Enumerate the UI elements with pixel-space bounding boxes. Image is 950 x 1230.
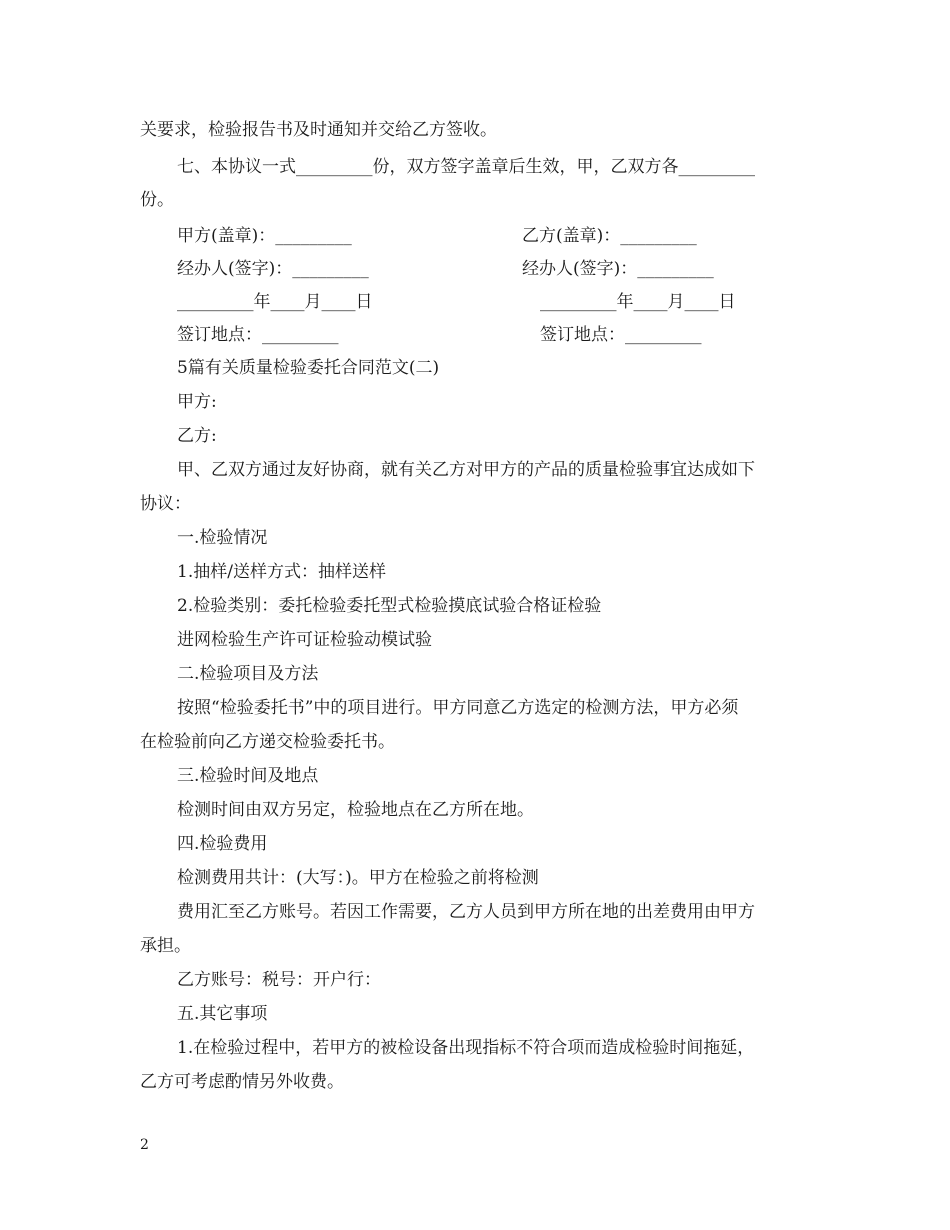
heading-fees: 四.检验费用	[177, 834, 268, 854]
body-line: 检测时间由双方另定，检验地点在乙方所在地。	[177, 800, 534, 820]
section-title: 5篇有关质量检验委托合同范文(二)	[177, 358, 440, 378]
party-a-date: _________年____月____日	[177, 292, 373, 312]
party-a-place: 签订地点：_________	[177, 325, 339, 345]
heading-items: 二.检验项目及方法	[177, 664, 319, 684]
heading-inspection: 一.检验情况	[177, 528, 268, 548]
body-line: 甲、乙双方通过友好协商，就有关乙方对甲方的产品的质量检验事宜达成如下	[177, 460, 755, 480]
body-line: 费用汇至乙方账号。若因工作需要，乙方人员到甲方所在地的出差费用由甲方	[177, 902, 755, 922]
body-line: 乙方可考虑酌情另外收费。	[140, 1072, 344, 1092]
party-b-handler: 经办人(签字)：_________	[522, 259, 714, 279]
heading-other: 五.其它事项	[177, 1004, 268, 1024]
party-a-seal: 甲方(盖章)：_________	[177, 226, 352, 246]
party-b-seal: 乙方(盖章)：_________	[522, 226, 697, 246]
heading-time-place: 三.检验时间及地点	[177, 766, 319, 786]
body-line: 承担。	[140, 936, 191, 956]
body-line: 份。	[140, 190, 174, 210]
body-line: 2.检验类别：委托检验委托型式检验摸底试验合格证检验	[177, 596, 602, 616]
party-b-date: _________年____月____日	[540, 292, 736, 312]
body-line: 检测费用共计：(大写：)。甲方在检验之前将检测	[177, 868, 539, 888]
body-line: 在检验前向乙方递交检验委托书。	[140, 732, 395, 752]
body-line: 进网检验生产许可证检验动模试验	[177, 630, 432, 650]
body-line: 按照“检验委托书”中的项目进行。甲方同意乙方选定的检测方法，甲方必须	[177, 698, 739, 718]
body-line: 关要求，检验报告书及时通知并交给乙方签收。	[140, 120, 497, 140]
party-b-place: 签订地点：_________	[540, 325, 702, 345]
party-b-label: 乙方:	[177, 426, 217, 446]
body-line: 1.抽样/送样方式：抽样送样	[177, 562, 386, 582]
body-line: 乙方账号：税号：开户行：	[177, 970, 381, 990]
page-number: 2	[140, 1137, 149, 1153]
clause-seven: 七、本协议一式_________份，双方签字盖章后生效，甲，乙双方各_________	[177, 157, 755, 177]
party-a-handler: 经办人(签字)：_________	[177, 259, 369, 279]
party-a-label: 甲方:	[177, 392, 217, 412]
body-line: 1.在检验过程中，若甲方的被检设备出现指标不符合项而造成检验时间拖延，	[177, 1038, 755, 1058]
body-line: 协议：	[140, 494, 191, 514]
